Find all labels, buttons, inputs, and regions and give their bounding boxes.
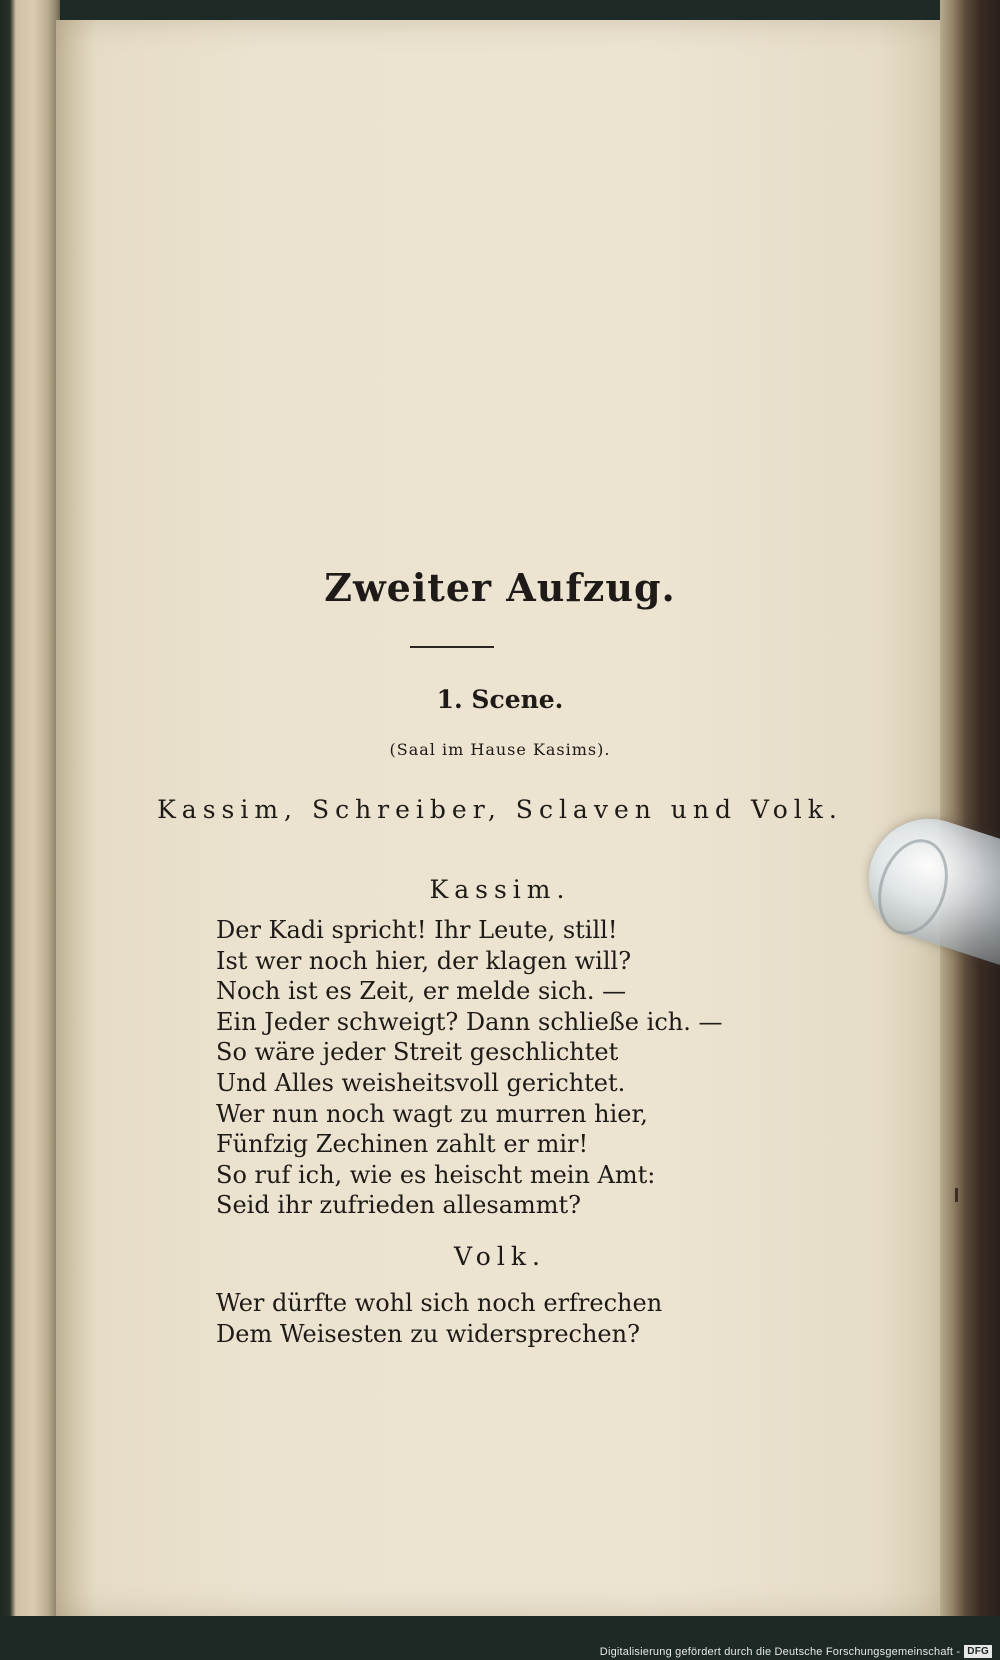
cast-list: Kassim, Schreiber, Sclaven und Volk. — [157, 795, 843, 824]
page-content — [56, 20, 944, 1616]
verse-line: So wäre jeder Streit geschlichtet — [216, 1038, 619, 1067]
verse-line: Wer nun noch wagt zu murren hier, — [216, 1099, 648, 1128]
page-edge-mark — [955, 1188, 958, 1202]
scene-title: 1. Scene. — [436, 685, 564, 714]
book-binding-left — [0, 0, 60, 1660]
dfg-logo: DFG — [964, 1645, 992, 1658]
verse-line: Wer dürfte wohl sich noch erfrechen — [216, 1289, 663, 1317]
verse-line: So ruf ich, wie es heischt mein Amt: — [216, 1160, 656, 1189]
verse-line: Der Kadi spricht! Ihr Leute, still! — [216, 916, 618, 944]
speaker-name: Volk. — [454, 1242, 546, 1271]
speaker-name: Kassim. — [429, 875, 571, 904]
verse-line: Und Alles weisheitsvoll gerichtet. — [216, 1068, 626, 1097]
verse-line: Ist wer noch hier, der klagen will? — [216, 946, 632, 975]
credit-text: Digitalisierung gefördert durch die Deutsche Forschungsgemeinschaft - — [599, 1645, 961, 1658]
scene-setting: (Saal im Hause Kasims). — [389, 740, 611, 759]
verse-line: Ein Jeder schweigt? Dann schließe ich. — — [216, 1007, 723, 1036]
verse-block — [216, 915, 856, 1221]
title-rule — [410, 646, 494, 648]
verse-line: Dem Weisesten zu widersprechen? — [216, 1319, 640, 1348]
verse-line: Seid ihr zufrieden allesammt? — [216, 1191, 582, 1220]
verse-line: Noch ist es Zeit, er melde sich. — — [216, 977, 627, 1006]
digitization-credit — [600, 1645, 992, 1658]
verse-line: Fünfzig Zechinen zahlt er mir! — [216, 1130, 589, 1159]
verse-block — [216, 1288, 856, 1349]
act-title: Zweiter Aufzug. — [324, 565, 676, 610]
